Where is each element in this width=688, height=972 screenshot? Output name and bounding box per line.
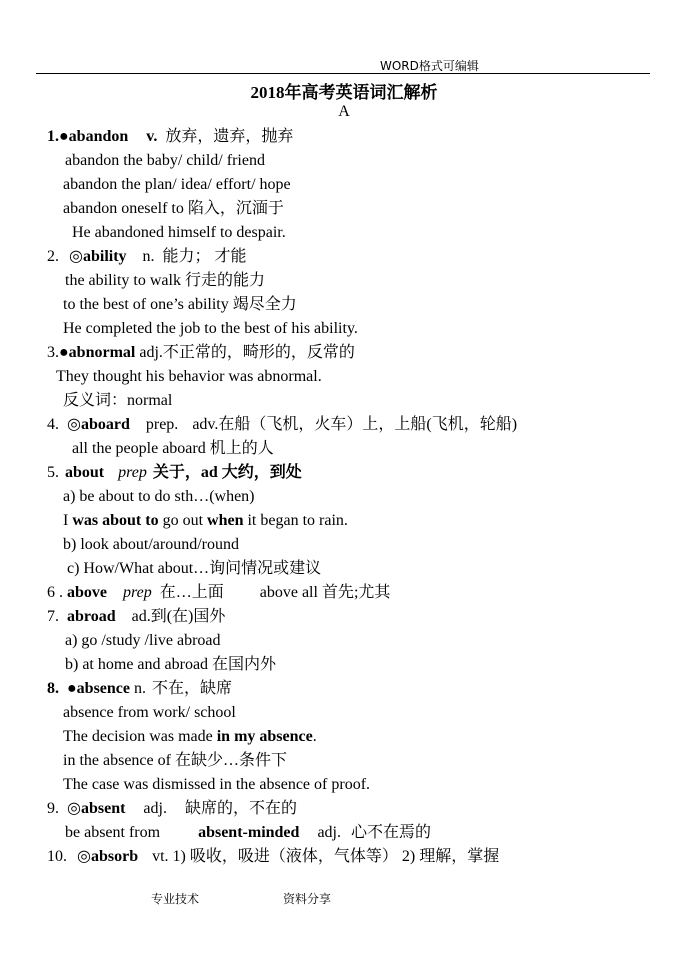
entry-meaning: 在…上面 [159,584,224,601]
entry-2 [47,247,247,267]
entry-number: 4. [47,416,59,433]
entry-pos: vt. [152,848,169,865]
entry-number: 3. [47,344,59,361]
header-note: WORD格式可编辑 [380,59,479,73]
entry-pos: n. [134,680,146,697]
entry-word: abandon [68,128,129,145]
entry-meaning: 不正常的，畸形的，反常的 [162,344,355,361]
section-letter: A [338,103,350,120]
entry-number: 2. [47,248,59,265]
example-line: b) look about/around/round [63,536,239,553]
entry-number: 9. [47,800,59,817]
entry-4 [47,415,517,435]
entry-meaning: 在船（飞机，火车）上，上船(飞机，轮船) [218,416,518,433]
double-circle-icon: ◎ [77,848,91,865]
solid-dot-icon: ● [59,344,69,361]
entry-word: absorb [90,848,139,865]
example-line: abandon the plan/ idea/ effort/ hope [63,176,291,193]
example-line: a) go /study /live abroad [65,632,221,649]
entry-number: 8. [47,680,59,697]
entry-number: 10. [47,848,67,865]
entry-number: 7. [47,608,59,625]
entry-extra: above all 首先;尤其 [259,584,391,601]
example-line: I was about to go out when it began to rain. [63,512,348,529]
entry-7 [47,607,225,627]
entry-pos: prep [123,584,152,601]
example-line: a) be about to do sth…(when) [63,488,255,505]
example-line: The decision was made in my absence. [63,728,317,745]
example-line: 反义词：normal [63,392,173,409]
example-line: c) How/What about…询问情况或建议 [67,560,322,577]
entry-pos-alt: adv. [192,416,219,433]
entry-3 [47,343,355,363]
footer-right: 资料分享 [283,892,332,906]
entry-pos: prep. [145,416,179,433]
entry-word: absent [80,800,126,817]
example-line: the ability to walk 行走的能力 [65,272,265,289]
entry-word: aboard [80,416,130,433]
example-line: b) at home and abroad 在国内外 [65,656,277,673]
example-line: He abandoned himself to despair. [72,224,286,241]
entry-pos: adj. [139,344,163,361]
entry-number: 6 . [47,584,63,601]
solid-dot-icon: ● [67,680,77,697]
example-line: abandon oneself to 陷入，沉湎于 [63,200,284,217]
entry-number: 1. [47,128,59,145]
entry-pos: n. [142,248,155,265]
entry-6 [47,583,390,603]
page-title: 2018年高考英语词汇解析 [250,83,438,102]
example-line: abandon the baby/ child/ friend [65,152,265,169]
entry-pos: prep [118,464,147,481]
example-line: be absent from absent-minded adj. 心不在焉的 [65,824,431,841]
entry-1 [47,127,293,147]
entry-meaning: 放弃，遗弃，抛弃 [165,128,294,145]
entry-meaning: 1) 吸收，吸进（液体，气体等） 2) 理解，掌握 [172,848,500,865]
entry-word: absence [76,680,130,697]
example-line: The case was dismissed in the absence of proof. [63,776,371,793]
entry-pos: ad. [131,608,151,625]
double-circle-icon: ◎ [69,248,83,265]
entry-word: above [67,584,107,601]
example-line: They thought his behavior was abnormal. [56,368,322,385]
entry-8 [47,679,232,699]
entry-word: abroad [67,608,116,625]
entry-meaning: 到(在)国外 [150,608,226,625]
double-circle-icon: ◎ [67,416,81,433]
entry-9 [47,799,297,819]
example-line: all the people aboard 机上的人 [72,440,274,457]
entry-pos: adj. [143,800,167,817]
example-line: to the best of one’s ability 竭尽全力 [63,296,297,313]
example-line: in the absence of 在缺少…条件下 [63,752,287,769]
example-line: absence from work/ school [63,704,236,721]
entry-word: abnormal [68,344,136,361]
entry-10 [47,847,499,867]
entry-meaning: 关于，ad 大约，到处 [152,464,302,481]
entry-meaning: 缺席的，不在的 [184,800,297,817]
entry-meaning: 能力； 才能 [162,248,247,265]
entry-number: 5. [47,464,59,481]
entry-pos: v. [146,128,158,145]
entry-word: about [65,464,105,481]
solid-dot-icon: ● [59,128,69,145]
footer-left: 专业技术 [151,892,200,906]
entry-word: ability [82,248,127,265]
example-line: He completed the job to the best of his ability. [63,320,358,337]
double-circle-icon: ◎ [67,800,81,817]
header-rule [36,73,650,74]
entry-5 [47,463,302,483]
entry-meaning: 不在，缺席 [152,680,233,697]
